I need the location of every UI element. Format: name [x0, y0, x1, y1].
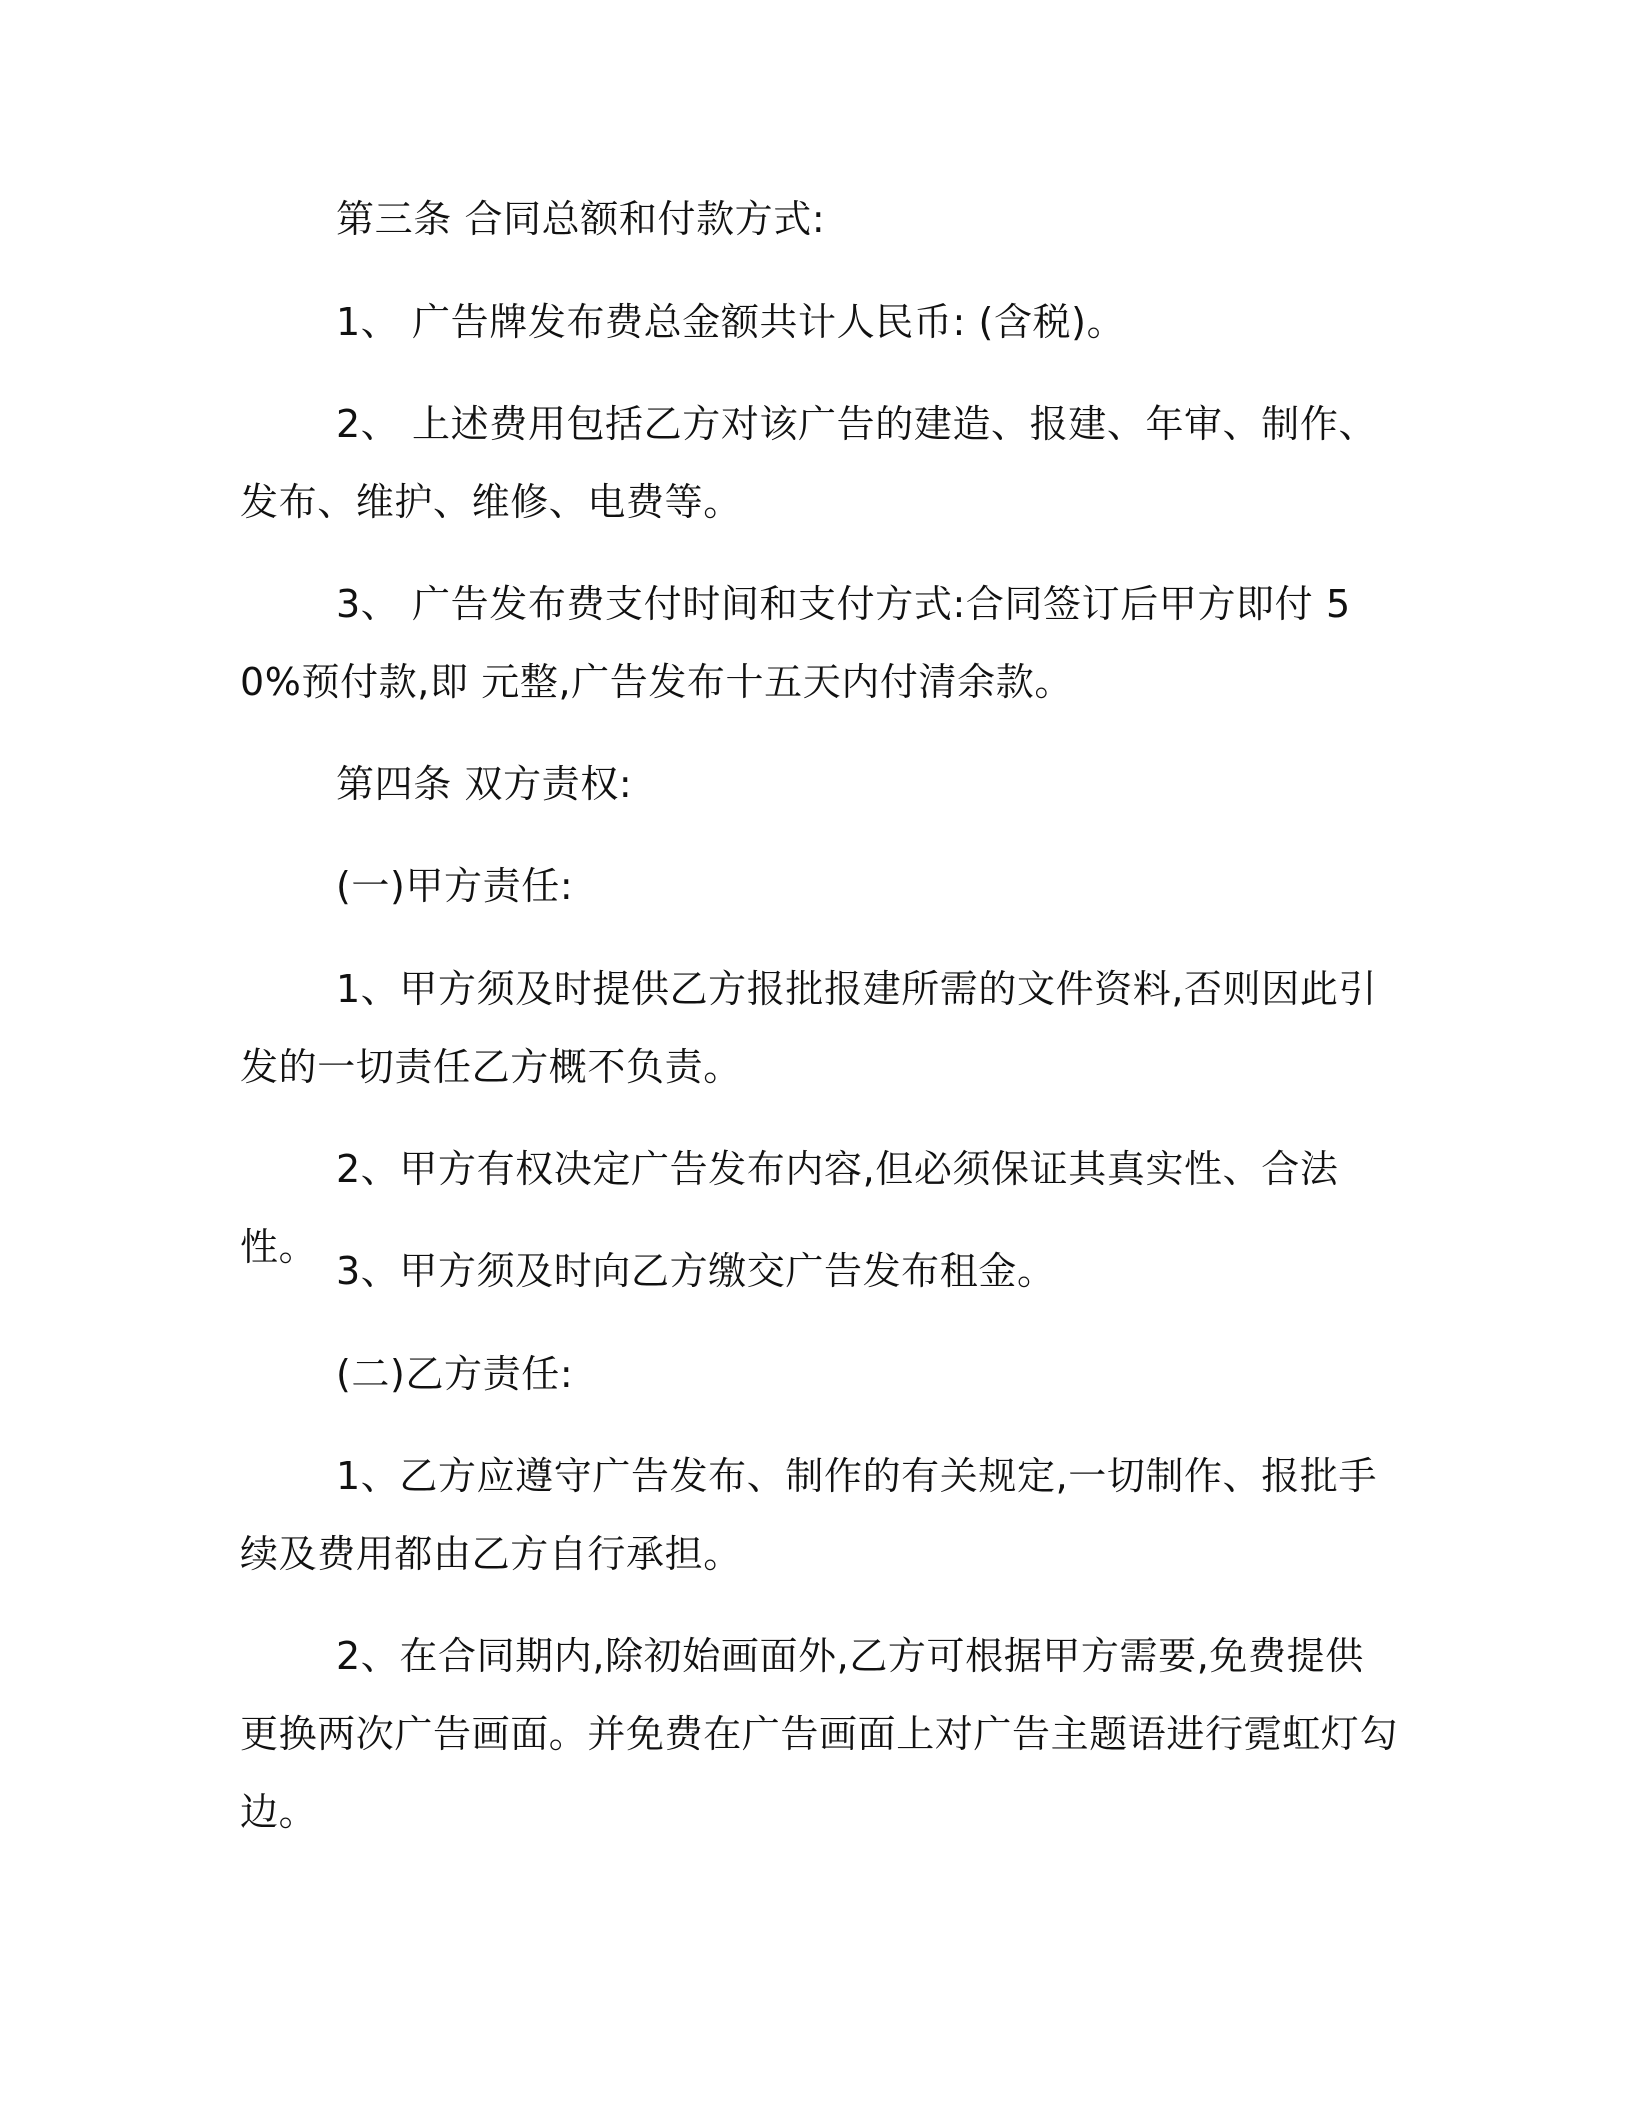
party-a-item-1: 1、甲方须及时提供乙方报批报建所需的文件资料,否则因此引发的一切责任乙方概不负责。	[240, 967, 1378, 1089]
party-b-item-2: 2、在合同期内,除初始画面外,乙方可根据甲方需要,免费提供更换两次广告画面。并免费在广告画面上对广告主题语进行霓虹灯勾边。	[240, 1634, 1399, 1834]
article-3-heading: 第三条 合同总额和付款方式:	[336, 197, 826, 241]
paragraph-3-2: 2、 上述费用包括乙方对该广告的建造、报建、年审、制作、发布、维护、维修、电费等。	[240, 402, 1378, 524]
article-4-heading: 第四条 双方责权:	[336, 762, 633, 806]
party-b-item-1: 1、乙方应遵守广告发布、制作的有关规定,一切制作、报批手续及费用都由乙方自行承担。	[240, 1454, 1378, 1576]
paragraph-3-3: 3、 广告发布费支付时间和支付方式:合同签订后甲方即付 50%预付款,即 元整,广告发布十五天内付清余款。	[240, 582, 1351, 704]
paragraph-3-1: 1、 广告牌发布费总金额共计人民币: (含税)。	[336, 300, 1126, 344]
party-a-heading: (一)甲方责任:	[336, 864, 574, 908]
party-b-heading: (二)乙方责任:	[336, 1352, 574, 1396]
party-a-item-2: 2、甲方有权决定广告发布内容,但必须保证其真实性、合法性。	[240, 1147, 1339, 1269]
party-a-item-3: 3、甲方须及时向乙方缴交广告发布租金。	[336, 1249, 1056, 1293]
